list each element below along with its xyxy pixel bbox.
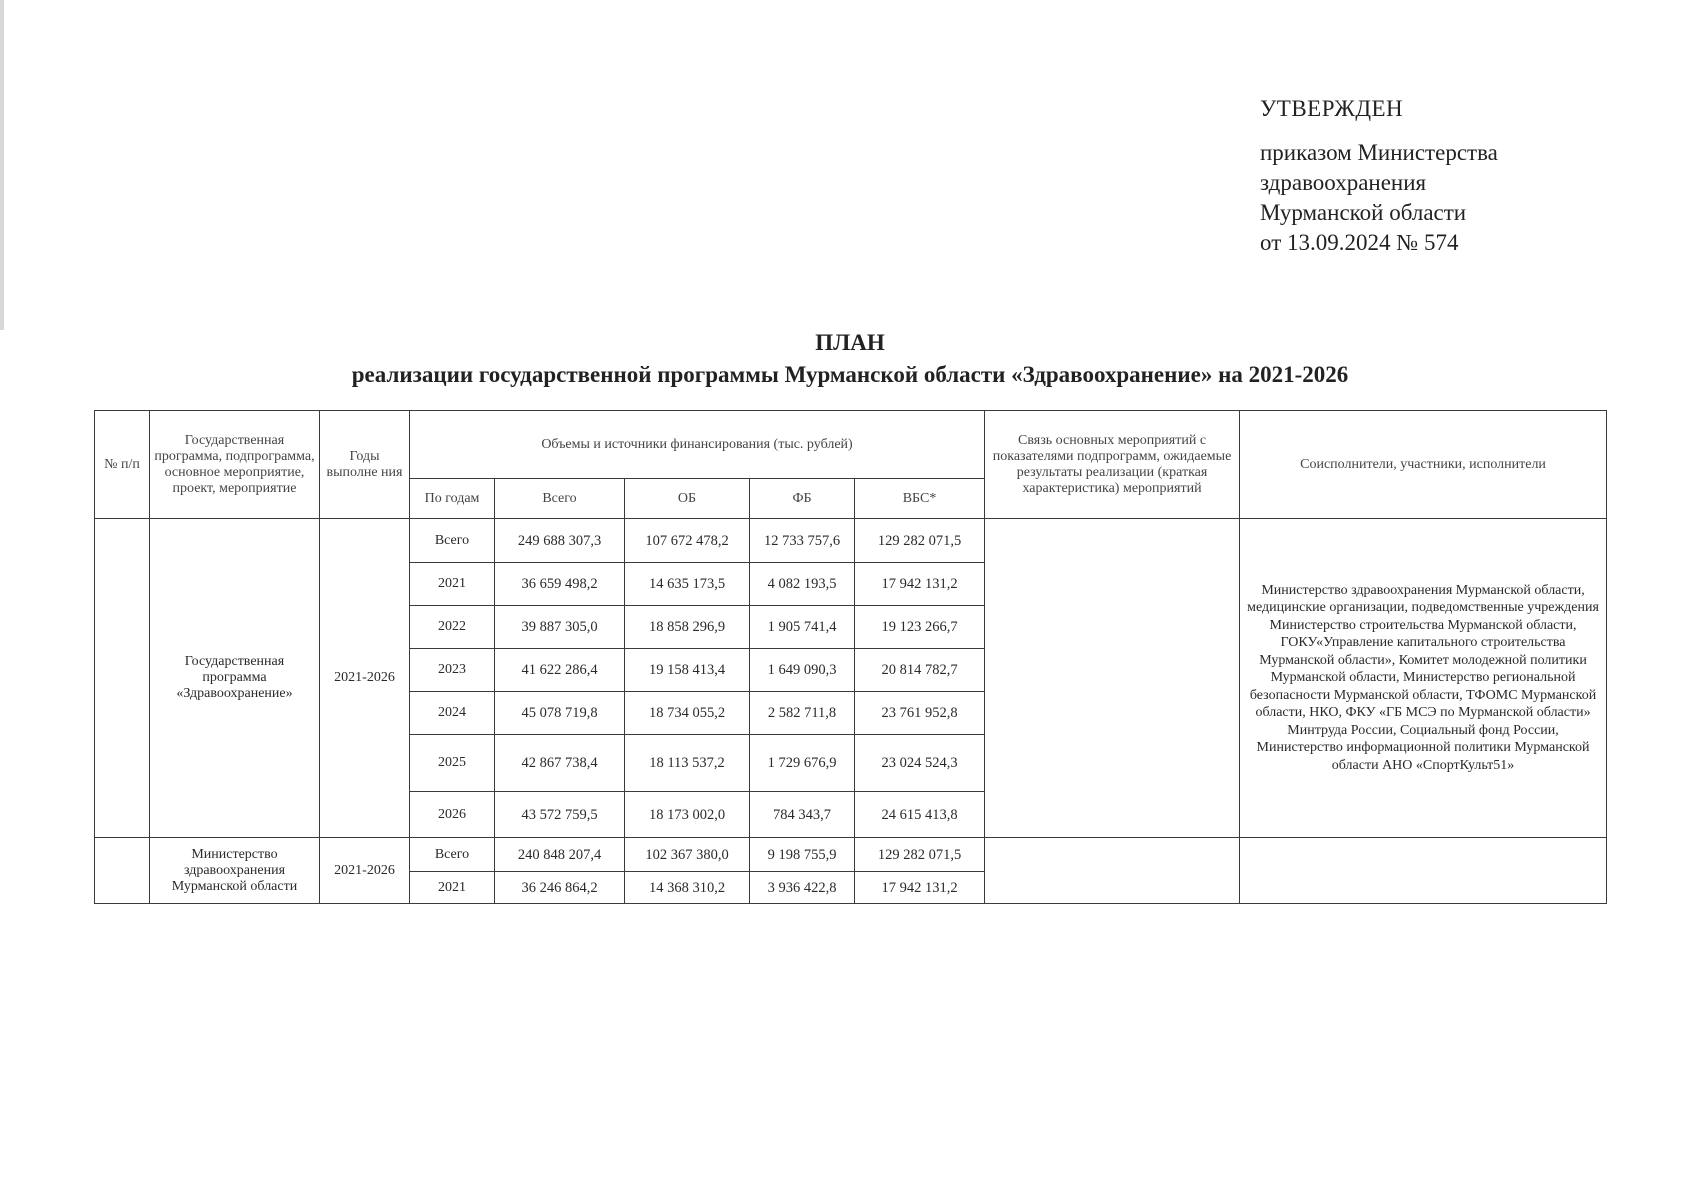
ob-cell: 19 158 413,4: [625, 649, 750, 692]
ob-cell: 14 368 310,2: [625, 872, 750, 904]
plan-table: [94, 410, 1607, 904]
total-cell: 240 848 207,4: [495, 838, 625, 872]
vbs-cell: 24 615 413,8: [855, 792, 985, 838]
approval-line-4: от 13.09.2024 № 574: [1260, 230, 1459, 255]
period-cell: 2022: [410, 606, 495, 649]
period-cell: 2023: [410, 649, 495, 692]
fb-cell: 3 936 422,8: [750, 872, 855, 904]
total-cell: 36 659 498,2: [495, 563, 625, 606]
block2-num: [95, 838, 150, 904]
fb-cell: 4 082 193,5: [750, 563, 855, 606]
table-row: [95, 838, 1607, 872]
block1-executors: Министерство здравоохранения Мурманской области, медицинские организации, подведомственные учреждения Министерство строительства Мурманской области, ГОКУ«Управление капитального строительства Мурманской области», Комитет молодежной политики Мурманской области, Министерство региональной безопасности Мурманской области, ТФОМС Мурманской области, НКО, ФКУ «ГБ МСЭ по Мурманской области» Минтруда России, Социальный фонд России, Министерство информационной политики Мурманской области АНО «СпортКульт51»: [1240, 519, 1607, 838]
vbs-cell: 20 814 782,7: [855, 649, 985, 692]
total-cell: 249 688 307,3: [495, 519, 625, 563]
header-link: Связь основных мероприятий с показателями подпрограмм, ожидаемые результаты реализации (краткая характеристика) мероприятий: [985, 411, 1240, 519]
ob-cell: 18 173 002,0: [625, 792, 750, 838]
fb-cell: 9 198 755,9: [750, 838, 855, 872]
total-cell: 42 867 738,4: [495, 735, 625, 792]
block1-program: Государственная программа «Здравоохранение»: [150, 519, 320, 838]
header-years: Годы выполне ния: [320, 411, 410, 519]
header-executors: Соисполнители, участники, исполнители: [1240, 411, 1607, 519]
block1-num: [95, 519, 150, 838]
period-cell: 2026: [410, 792, 495, 838]
approval-line-1: приказом Министерства: [1260, 140, 1498, 165]
ob-cell: 102 367 380,0: [625, 838, 750, 872]
approval-stamp: [1260, 94, 1498, 258]
total-cell: 36 246 864,2: [495, 872, 625, 904]
block2-executors: [1240, 838, 1607, 904]
block1-years: 2021-2026: [320, 519, 410, 838]
fb-cell: 784 343,7: [750, 792, 855, 838]
document-title: ПЛАН: [815, 330, 885, 355]
vbs-cell: 129 282 071,5: [855, 519, 985, 563]
ob-cell: 18 113 537,2: [625, 735, 750, 792]
approval-heading: УТВЕРЖДЕН: [1260, 96, 1404, 121]
vbs-cell: 19 123 266,7: [855, 606, 985, 649]
period-cell: 2024: [410, 692, 495, 735]
vbs-cell: 129 282 071,5: [855, 838, 985, 872]
fb-cell: 12 733 757,6: [750, 519, 855, 563]
block2-years: 2021-2026: [320, 838, 410, 904]
fb-cell: 1 649 090,3: [750, 649, 855, 692]
approval-line-3: Мурманской области: [1260, 200, 1467, 225]
header-row-1: [95, 411, 1607, 479]
total-cell: 45 078 719,8: [495, 692, 625, 735]
ob-cell: 107 672 478,2: [625, 519, 750, 563]
header-total: Всего: [495, 479, 625, 519]
period-cell: Всего: [410, 838, 495, 872]
header-by-year: По годам: [410, 479, 495, 519]
header-fb: ФБ: [750, 479, 855, 519]
ob-cell: 14 635 173,5: [625, 563, 750, 606]
block2-link: [985, 838, 1240, 904]
ob-cell: 18 734 055,2: [625, 692, 750, 735]
period-cell: 2025: [410, 735, 495, 792]
document-subtitle: реализации государственной программы Мурманской области «Здравоохранение» на 2021-2026: [351, 362, 1349, 387]
period-cell: Всего: [410, 519, 495, 563]
vbs-cell: 23 761 952,8: [855, 692, 985, 735]
block2-program: Министерство здравоохранения Мурманской области: [150, 838, 320, 904]
vbs-cell: 17 942 131,2: [855, 872, 985, 904]
header-ob: ОБ: [625, 479, 750, 519]
vbs-cell: 17 942 131,2: [855, 563, 985, 606]
header-vbs: ВБС*: [855, 479, 985, 519]
header-num: № п/п: [95, 411, 150, 519]
approval-line-2: здравоохранения: [1260, 170, 1427, 195]
vbs-cell: 23 024 524,3: [855, 735, 985, 792]
header-funding: Объемы и источники финансирования (тыс. рублей): [410, 411, 985, 479]
total-cell: 41 622 286,4: [495, 649, 625, 692]
scan-edge: [0, 0, 4, 330]
total-cell: 43 572 759,5: [495, 792, 625, 838]
fb-cell: 2 582 711,8: [750, 692, 855, 735]
fb-cell: 1 905 741,4: [750, 606, 855, 649]
period-cell: 2021: [410, 563, 495, 606]
table-row: [95, 519, 1607, 563]
period-cell: 2021: [410, 872, 495, 904]
fb-cell: 1 729 676,9: [750, 735, 855, 792]
header-program: Государственная программа, подпрограмма, основное мероприятие, проект, мероприятие: [150, 411, 320, 519]
ob-cell: 18 858 296,9: [625, 606, 750, 649]
total-cell: 39 887 305,0: [495, 606, 625, 649]
block1-link: [985, 519, 1240, 838]
